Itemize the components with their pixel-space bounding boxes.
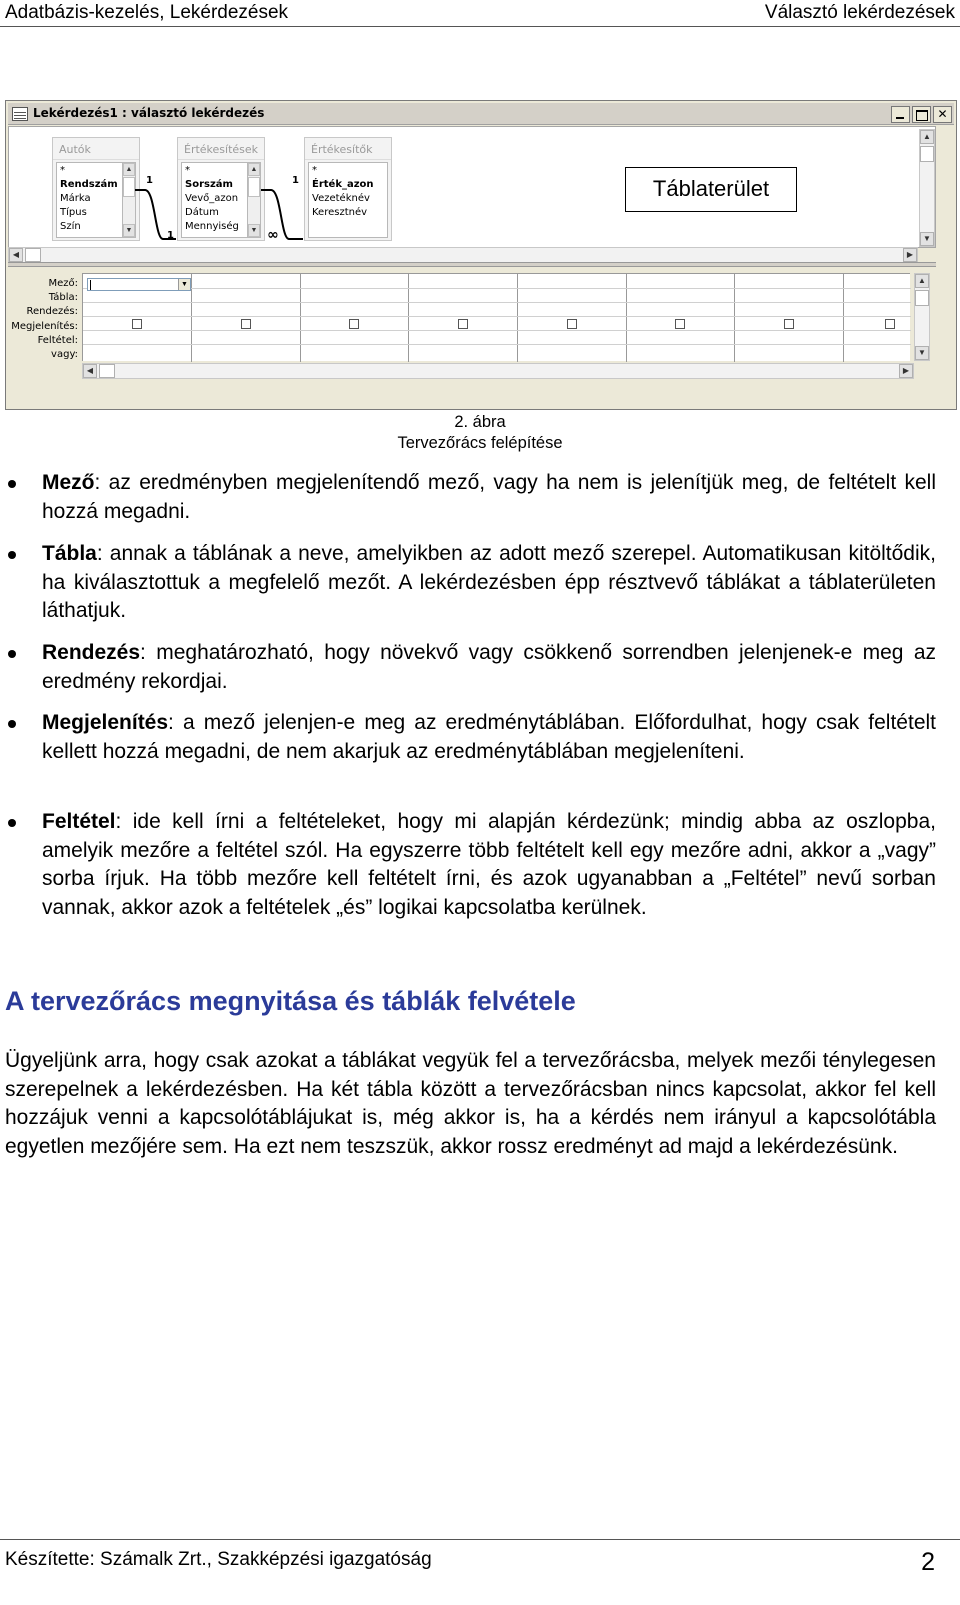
page-header xyxy=(0,0,960,27)
bullet-text: : az eredményben megjelenítendő mező, vagy ha nem is jelenítjük meg, de feltételt kell hozzá megadni. xyxy=(42,471,936,523)
scroll-thumb[interactable] xyxy=(915,290,929,306)
show-checkbox[interactable] xyxy=(241,319,251,329)
bullet-term: Feltétel xyxy=(42,810,116,833)
relation-mark: 1 xyxy=(146,175,153,186)
section-paragraph: Ügyeljünk arra, hogy csak azokat a táblákat vegyük fel a tervezőrácsba, melyek mezői ténylegesen szerepelnek a lekérdezésben. Ha két tábla között a tervezőrácsban nincs kapcsolat, akkor fel kell hozzájuk venni a kapcsolótáblájukat is, még akkor is, ha a kérdés nem irányul a kapcsolótábla egyetlen mezőjére sem. Ha ezt nem teszszük, akkor rossz eredményt ad majd a lekérdezésünk. xyxy=(5,1049,936,1158)
relation-mark: 1 xyxy=(167,230,174,241)
table-title: Értékesítők xyxy=(305,138,391,160)
grid-label-sort: Rendezés: xyxy=(26,306,78,318)
show-checkbox[interactable] xyxy=(458,319,468,329)
field-item[interactable]: Szín xyxy=(60,221,81,232)
design-grid xyxy=(8,269,936,384)
figure-caption: Tervezőrács felépítése xyxy=(397,434,563,452)
grid-label-field: Mező: xyxy=(48,278,78,289)
field-item[interactable]: * xyxy=(60,165,65,176)
pane-splitter[interactable] xyxy=(8,262,936,267)
show-checkbox[interactable] xyxy=(132,319,142,329)
scroll-right-icon[interactable]: ▶ xyxy=(903,248,917,262)
footer-author: Készítette: Számalk Zrt., Szakképzési igazgatóság xyxy=(5,1549,432,1570)
bullet-icon xyxy=(8,720,16,728)
bullet-icon xyxy=(8,551,16,559)
show-checkbox[interactable] xyxy=(784,319,794,329)
close-button[interactable]: ✕ xyxy=(933,106,952,123)
table-area xyxy=(8,126,936,248)
chevron-down-icon[interactable]: ▼ xyxy=(178,279,190,290)
field-item[interactable]: Mennyiség xyxy=(185,221,239,232)
field-item[interactable]: Típus xyxy=(60,207,87,218)
scroll-thumb[interactable] xyxy=(25,248,41,262)
figure-number: 2. ábra xyxy=(454,413,506,431)
scroll-thumb[interactable] xyxy=(920,146,934,162)
field-item[interactable]: Keresztnév xyxy=(312,207,368,218)
maximize-button[interactable] xyxy=(912,106,931,123)
grid-hscroll[interactable] xyxy=(82,363,914,379)
grid-label-table: Tábla: xyxy=(48,292,78,304)
bullet-item-megjelenites xyxy=(42,709,936,766)
query-icon xyxy=(12,107,28,121)
page-number: 2 xyxy=(921,1548,935,1576)
bullet-term: Tábla xyxy=(42,542,97,565)
grid-label-show: Megjelenítés: xyxy=(11,320,78,332)
scroll-up-icon[interactable]: ▲ xyxy=(920,130,934,144)
grid-label-or: vagy: xyxy=(51,348,78,360)
table-area-hscroll[interactable] xyxy=(8,247,918,263)
bullet-item-feltetel xyxy=(42,808,936,922)
grid-row-labels xyxy=(8,277,78,362)
header-left: Adatbázis-kezelés, Lekérdezések xyxy=(5,2,289,23)
scroll-down-icon[interactable]: ▼ xyxy=(123,224,135,237)
bullet-text: : ide kell írni a feltételeket, hogy mi alapján kérdezünk; mindig abba az oszlopba, amelyik mezőre a feltétel szól. Ha egyszerre több feltételt kell egy mezőre adni, akkor a „vagy” sorba írjuk. Ha több mezőre kell feltételt írni, és azok ugyanabban a „Feltétel” nevű sorban vannak, akkor azok a feltételek „és” logikai kapcsolatba kerülnek. xyxy=(42,810,936,919)
bullet-item-mezo xyxy=(42,469,936,526)
grid-vscroll[interactable] xyxy=(914,273,930,361)
bullet-term: Mező xyxy=(42,471,95,494)
grid-label-criteria: Feltétel: xyxy=(37,334,78,346)
field-item[interactable]: * xyxy=(312,165,317,176)
bullet-text: : a mező jelenjen-e meg az eredménytáblában. Előfordulhat, hogy csak feltételt kellett hozzá megadni, de nem akarjuk az eredménytáblában megjeleníteni. xyxy=(42,711,936,763)
field-item[interactable]: Vezetéknév xyxy=(312,193,370,204)
bullet-item-tabla xyxy=(42,540,936,626)
window-titlebar xyxy=(8,103,954,125)
table-title: Értékesítések xyxy=(178,138,264,160)
show-checkbox[interactable] xyxy=(349,319,359,329)
minimize-button[interactable] xyxy=(891,106,910,123)
field-item[interactable]: Vevő_azon xyxy=(185,193,239,204)
field-item[interactable]: Sorszám xyxy=(185,179,233,190)
window-title: Lekérdezés1 : választó lekérdezés xyxy=(33,106,265,120)
relation-mark: 1 xyxy=(292,175,299,186)
bullet-item-rendezes xyxy=(42,639,936,696)
scroll-up-icon[interactable]: ▲ xyxy=(915,274,929,288)
show-checkbox[interactable] xyxy=(885,319,895,329)
grid-columns[interactable] xyxy=(82,273,910,361)
relationship-lines xyxy=(9,127,937,249)
field-item[interactable]: * xyxy=(185,165,190,176)
scroll-left-icon[interactable]: ◀ xyxy=(83,364,97,378)
show-checkbox[interactable] xyxy=(567,319,577,329)
field-item[interactable]: Érték_azon xyxy=(312,179,374,190)
page-footer xyxy=(0,1539,960,1579)
table-area-callout: Táblaterület xyxy=(625,167,797,212)
table-area-vscroll[interactable] xyxy=(919,129,935,247)
show-checkbox[interactable] xyxy=(675,319,685,329)
bullet-icon xyxy=(8,819,16,827)
table-title: Autók xyxy=(53,138,139,160)
query-design-window xyxy=(5,100,957,410)
field-item[interactable]: Dátum xyxy=(185,207,219,218)
section-heading: A tervezőrács megnyitása és táblák felvétele xyxy=(5,986,576,1016)
bullet-term: Megjelenítés xyxy=(42,711,169,734)
scroll-up-icon[interactable]: ▲ xyxy=(123,163,135,176)
field-item[interactable]: Rendszám xyxy=(60,179,118,190)
scroll-down-icon[interactable]: ▼ xyxy=(915,346,929,360)
scroll-thumb[interactable] xyxy=(99,364,115,378)
scroll-down-icon[interactable]: ▼ xyxy=(248,224,260,237)
bullet-icon xyxy=(8,480,16,488)
scroll-down-icon[interactable]: ▼ xyxy=(920,232,934,246)
bullet-icon xyxy=(8,650,16,658)
scroll-left-icon[interactable]: ◀ xyxy=(9,248,23,262)
bullet-term: Rendezés xyxy=(42,641,141,664)
bullet-text: : annak a táblának a neve, amelyikben az adott mező szerepel. Automatikusan kitöltődik, ha kiválasztottuk a megfelelő mezőt. A lekérdezésben épp résztvevő táblákat a táblaterületen láthatjuk. xyxy=(42,542,936,622)
header-right: Választó lekérdezések xyxy=(764,2,955,23)
bullet-text: : meghatározható, hogy növekvő vagy csökkenő sorrendben jelenjenek-e meg az eredmény rekordjai. xyxy=(42,641,936,693)
field-dropdown[interactable] xyxy=(87,278,191,291)
relation-mark: ∞ xyxy=(267,227,279,243)
scroll-up-icon[interactable]: ▲ xyxy=(248,163,260,176)
scroll-right-icon[interactable]: ▶ xyxy=(899,364,913,378)
field-item[interactable]: Márka xyxy=(60,193,91,204)
